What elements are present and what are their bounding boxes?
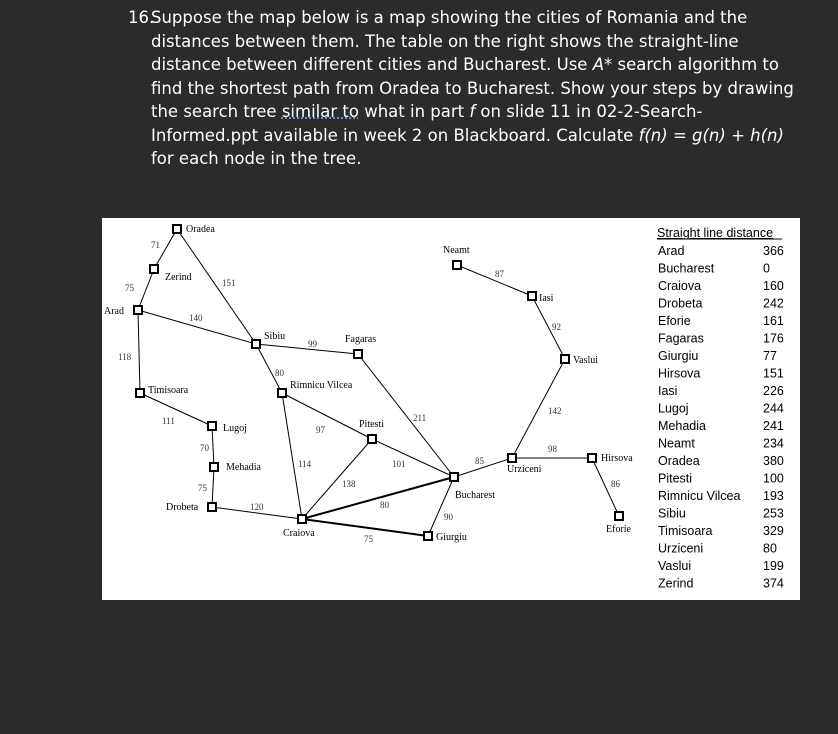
sld-value: 0 [763,261,770,276]
sld-value: 366 [763,244,784,258]
road-pitesti-bucharest [372,439,454,477]
dist-urziceni-vaslui: 142 [548,406,562,416]
dist-arad-sibiu: 140 [189,313,203,323]
lugoj-marker [208,422,216,430]
giurgiu-marker [424,532,432,540]
label-pitesti: Pitesti [359,419,385,430]
dist-sibiu-rimnicu: 80 [275,368,284,378]
sld-city: Lugoj [658,401,689,416]
sld-city: Mehadia [658,419,706,433]
sld-value: 193 [763,489,784,503]
city-labels [104,224,633,543]
dist-arad-timisoara: 118 [118,352,132,362]
dist-hirsova-eforie: 86 [611,479,620,489]
sld-city: Sibiu [658,506,686,521]
city-markers [134,225,623,540]
dist-craiova-pitesti: 138 [342,479,356,489]
vaslui-marker [561,355,569,363]
dist-mehadia-drobeta: 75 [198,483,207,493]
sld-value: 329 [763,524,784,538]
sld-value: 100 [763,471,784,486]
road-fagaras-bucharest [358,354,454,477]
road-arad-timisoara [138,310,140,393]
road-bucharest-giurgiu [428,477,454,536]
sld-value: 77 [763,349,777,363]
sld-city: Arad [658,244,685,258]
road-rimnicu-pitesti [282,393,372,439]
road-oradea-sibiu [177,229,256,344]
dist-oradea-zerind: 71 [151,240,160,250]
drobeta-marker [208,503,216,511]
dist-pitesti-bucharest: 101 [392,459,406,469]
sld-city: Pitesti [658,471,693,486]
dist-rimnicu-pitesti: 97 [316,425,325,435]
label-oradea: Oradea [186,224,215,235]
sld-city: Rimnicu Vilcea [658,489,741,503]
sld-city: Zerind [658,576,694,591]
dist-lugoj-mehadia: 70 [200,443,209,453]
rimnicu-marker [278,389,286,397]
sld-value: 226 [763,384,784,398]
sld-city: Craiova [658,279,702,293]
sld-value: 241 [763,419,784,433]
romania-map-figure [102,218,800,600]
road-mehadia-drobeta [212,467,214,507]
question-number: 16. [128,8,155,27]
label-arad: Arad [104,306,124,317]
label-hirsova: Hirsova [601,453,633,464]
sld-value: 380 [763,454,784,468]
distance-labels [118,240,621,544]
label-urziceni: Urziceni [507,464,542,475]
hirsova-marker [588,454,596,462]
sld-value: 176 [763,331,784,346]
label-lugoj: Lugoj [223,423,247,434]
dist-vaslui-iasi: 92 [552,322,561,332]
sld-title: Straight line distance [657,226,774,240]
sld-city: Fagaras [658,331,704,346]
road-timisoara-lugoj [140,393,212,426]
zerind-marker [150,265,158,273]
fagaras-marker [354,350,362,358]
question-line-4: find the shortest path from Oradea to Bucharest. Show your steps by drawing [151,78,794,98]
sld-value: 80 [763,541,777,556]
sld-value: 151 [763,366,784,381]
label-vaslui: Vaslui [573,355,598,366]
romania-map [102,218,800,600]
label-mehadia: Mehadia [226,462,261,473]
dist-iasi-neamt: 87 [495,269,504,279]
label-iasi: Iasi [539,293,554,304]
dist-drobeta-craiova: 120 [250,502,264,512]
road-sibiu-fagaras [256,344,358,354]
question-line-1: Suppose the map below is a map showing the cities of Romania and the [151,8,748,27]
dist-craiova-bucharest: 80 [380,500,389,510]
sld-rows [658,244,784,591]
sld-city: Iasi [658,384,678,398]
label-rimnicu: Rimnicu Vilcea [290,380,353,391]
label-timisoara: Timisoara [148,385,189,396]
label-sibiu: Sibiu [264,331,286,342]
roads [138,229,619,536]
oradea-marker [173,225,181,233]
sld-value: 160 [763,279,784,293]
question-line-7: for each node in the tree. [151,149,362,168]
label-fagaras: Fagaras [345,334,377,345]
iasi-marker [528,292,536,300]
sld-city: Vaslui [658,559,692,573]
dist-urziceni-hirsova: 98 [548,444,557,454]
label-craiova: Craiova [283,528,315,539]
dist-sibiu-fagaras: 99 [308,339,317,349]
sld-value: 374 [763,576,784,591]
question-text [128,6,794,171]
craiova-marker [298,515,306,523]
sld-value: 244 [763,401,784,416]
sld-city: Urziceni [658,541,704,556]
dist-zerind-arad: 75 [125,283,134,293]
label-giurgiu: Giurgiu [436,532,467,543]
dist-craiova-giurgiu: 75 [364,534,373,544]
dist-bucharest-giurgiu: 90 [444,512,453,522]
dist-bucharest-urziceni: 85 [475,456,484,466]
sld-value: 253 [763,506,784,521]
road-craiova-bucharest [302,477,454,519]
sld-city: Timisoara [658,524,713,538]
sld-city: Neamt [658,436,695,451]
dist-rimnicu-craiova: 114 [298,459,312,469]
road-pitesti-craiova [302,439,372,519]
sld-city: Drobeta [658,296,703,311]
sld-city: Oradea [658,454,700,468]
sld-city: Bucharest [658,261,715,276]
sld-value: 242 [763,296,784,311]
eforie-marker [615,512,623,520]
neamt-marker [453,261,461,269]
road-rimnicu-craiova [282,393,302,519]
label-neamt: Neamt [443,245,470,256]
road-lugoj-mehadia [212,426,214,467]
bucharest-marker [450,473,458,481]
sld-value: 161 [763,314,784,328]
mehadia-marker [210,463,218,471]
label-drobeta: Drobeta [166,502,199,513]
dist-fagaras-bucharest: 211 [413,413,427,423]
question-line-5: the search tree similar to what in part f on slide 11 in 02-2-Search- [151,102,703,121]
similar-to-link[interactable]: similar to [281,102,359,121]
dist-timisoara-lugoj: 111 [162,416,175,426]
label-eforie: Eforie [606,524,631,535]
timisoara-marker [136,389,144,397]
sld-table [657,226,784,591]
urziceni-marker [508,454,516,462]
sld-city: Giurgiu [658,349,699,363]
sld-value: 234 [763,436,784,451]
sld-city: Hirsova [658,366,701,381]
dist-oradea-sibiu: 151 [222,278,236,288]
label-bucharest: Bucharest [455,490,495,501]
sld-city: Eforie [658,314,691,328]
question-line-3: distance between different cities and Bucharest. Use A* search algorithm to [151,55,779,74]
question-line-2: distances between them. The table on the right shows the straight-line [151,31,739,51]
question-line-6: Informed.ppt available in week 2 on Blackboard. Calculate f(n) = g(n) + h(n) [151,125,784,145]
label-zerind: Zerind [165,272,192,283]
sibiu-marker [252,340,260,348]
pitesti-marker [368,435,376,443]
arad-marker [134,306,142,314]
sld-value: 199 [763,559,784,573]
road-zerind-arad [138,269,154,310]
